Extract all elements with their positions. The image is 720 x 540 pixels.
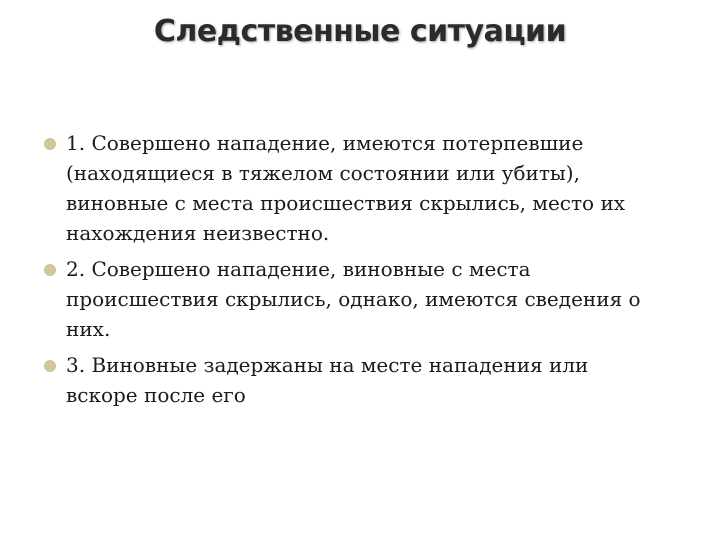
bullet-dot-icon	[44, 264, 56, 276]
bullet-text-1: 1. Совершено нападение, имеются потерпевшие (находящиеся в тяжелом состоянии или убиты), виновные с места происшествия скрылись, место их нахождения неизвестно.	[66, 131, 626, 245]
slide-title: Следственные ситуации	[153, 14, 567, 49]
bullet-dot-icon	[44, 360, 56, 372]
bullet-text-3: 3. Виновные задержаны на месте нападения или вскоре после его	[66, 353, 589, 407]
bullet-item-1	[44, 128, 664, 248]
bullet-list	[44, 128, 664, 416]
bullet-text-2: 2. Совершено нападение, виновные с места происшествия скрылись, однако, имеются сведения о них.	[66, 257, 641, 341]
bullet-item-3	[44, 350, 664, 410]
bullet-dot-icon	[44, 138, 56, 150]
bullet-item-2	[44, 254, 664, 344]
